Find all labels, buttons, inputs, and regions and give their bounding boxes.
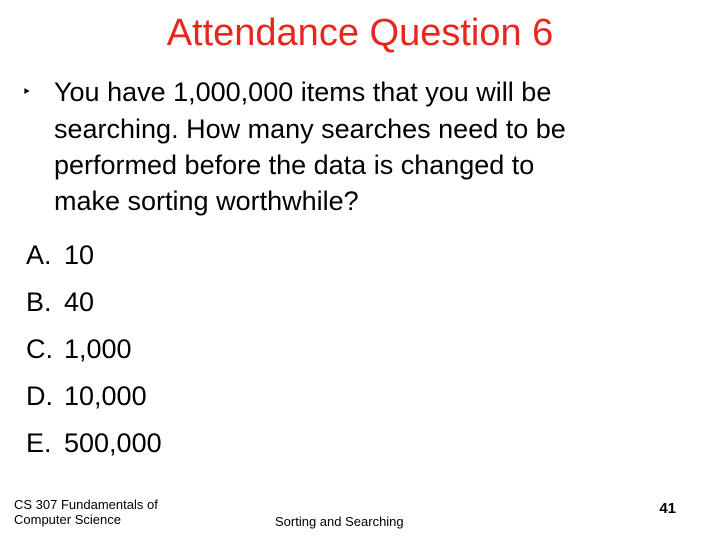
footer-course-line-1: CS 307 Fundamentals of: [14, 497, 158, 512]
option-text: 10: [64, 240, 95, 270]
option-text: 1,000: [64, 334, 132, 364]
option-text: 10,000: [64, 381, 147, 411]
footer-course: [14, 497, 158, 527]
page-number: 41: [659, 500, 676, 517]
bullet-icon: ‣: [22, 84, 32, 101]
option-a: [26, 232, 162, 279]
question-line-4: make sorting worthwhile?: [54, 186, 359, 216]
answer-options: [26, 232, 162, 467]
question-line-3: performed before the data is changed to: [54, 150, 535, 180]
footer-course-line-2: Computer Science: [14, 512, 121, 527]
question-line-2: searching. How many searches need to be: [54, 114, 566, 144]
option-d: [26, 373, 162, 420]
option-letter: E.: [26, 428, 52, 458]
option-letter: A.: [26, 240, 52, 270]
option-letter: D.: [26, 381, 53, 411]
footer-topic: Sorting and Searching: [275, 514, 404, 529]
option-letter: C.: [26, 334, 53, 364]
option-c: [26, 326, 162, 373]
question-line-1: [22, 74, 702, 111]
option-b: [26, 279, 162, 326]
question-text-1: You have 1,000,000 items that you will be: [54, 77, 552, 107]
option-text: 500,000: [64, 428, 162, 458]
option-text: 40: [64, 287, 95, 317]
option-letter: B.: [26, 287, 52, 317]
option-e: [26, 420, 162, 467]
question-block: [22, 74, 702, 219]
slide-title: Attendance Question 6: [166, 12, 554, 54]
